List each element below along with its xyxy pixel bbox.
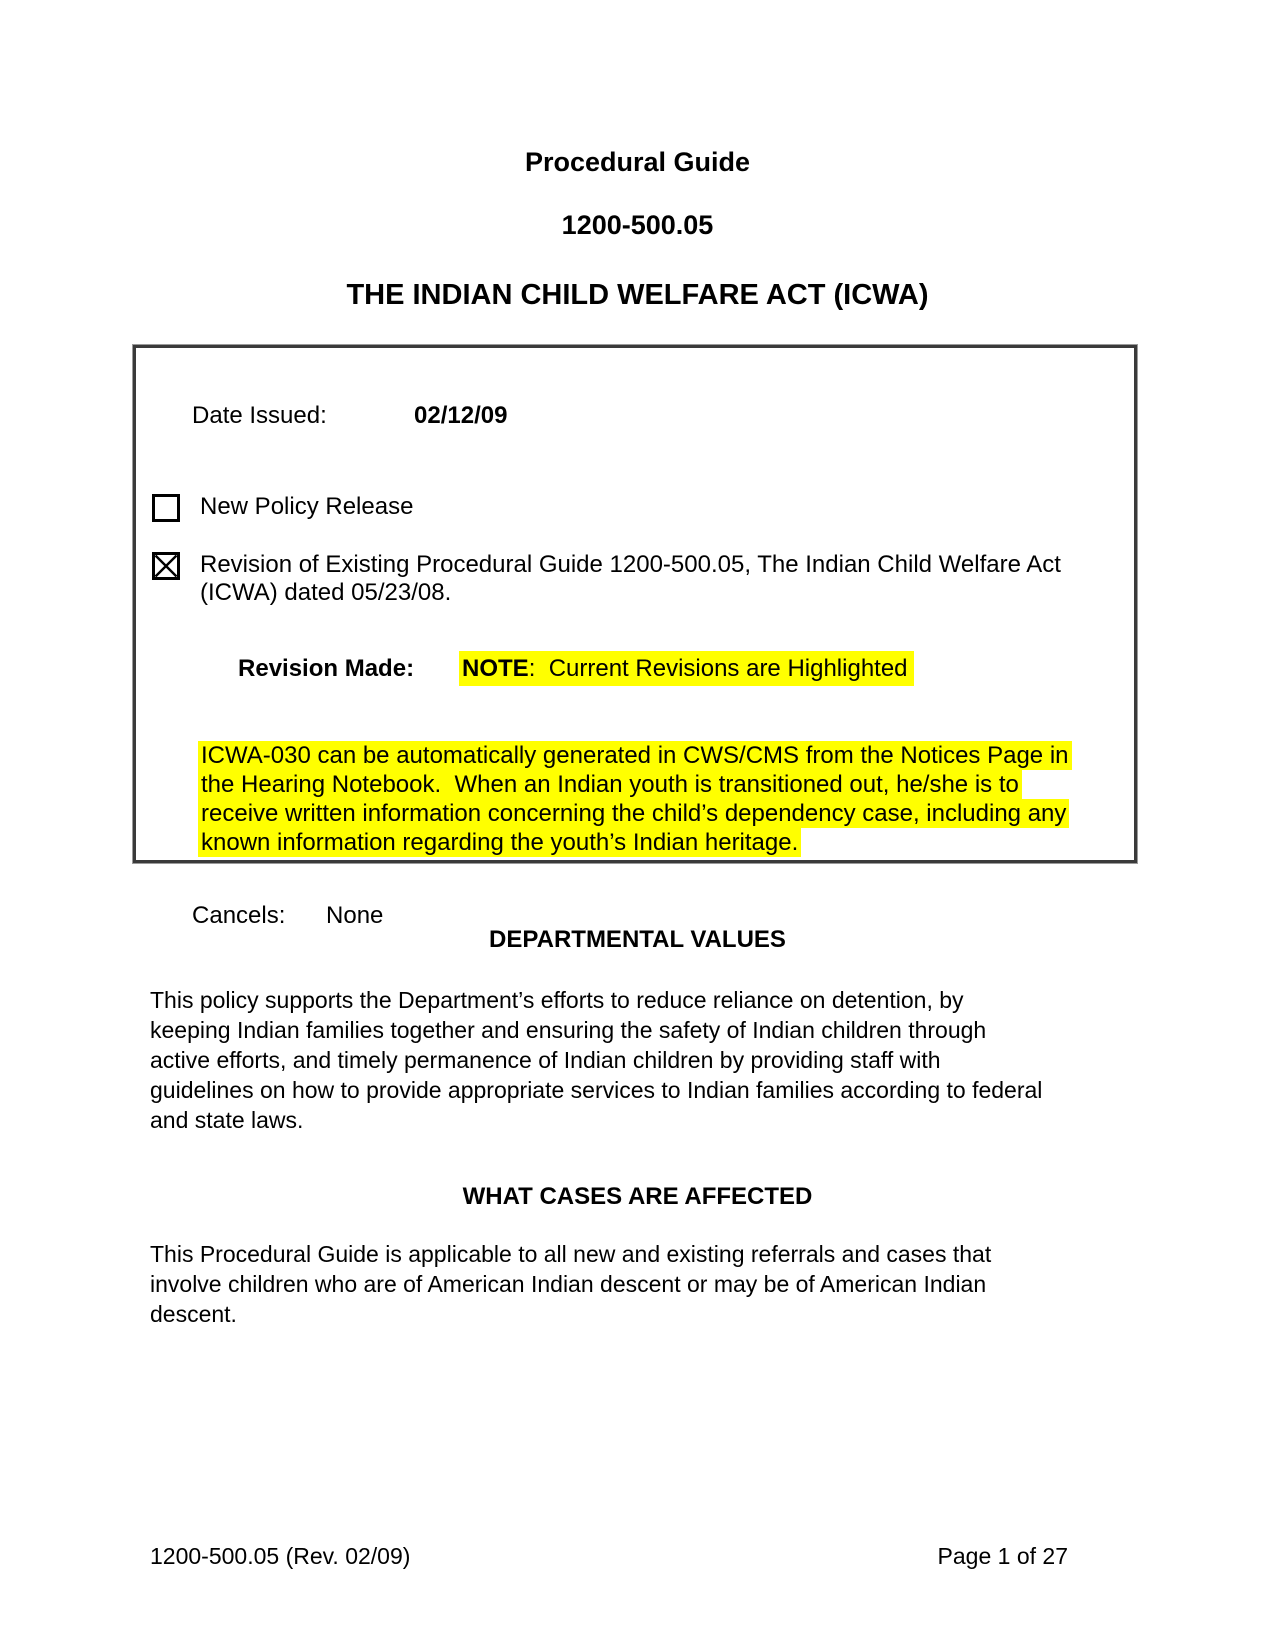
revision-description-highlighted	[198, 741, 1118, 857]
note-label: NOTE	[462, 655, 529, 682]
doc-type-title: Procedural Guide	[524, 147, 751, 177]
footer-doc-reference: 1200-500.05 (Rev. 02/09)	[150, 1543, 411, 1569]
option-new-policy-release	[152, 493, 1118, 522]
section-heading-departmental-values: DEPARTMENTAL VALUES	[489, 926, 786, 953]
revision-existing-label: Revision of Existing Procedural Guide 1200-500.05, The Indian Child Welfare Act (ICWA) dated 05/23/08.	[200, 551, 1061, 606]
cancels-value: None	[326, 902, 384, 929]
doc-number: 1200-500.05	[561, 210, 714, 240]
new-policy-checkbox-unchecked	[152, 494, 180, 522]
cancels-label: Cancels:	[192, 902, 286, 929]
note-text: : Current Revisions are Highlighted	[528, 655, 908, 682]
page-footer	[150, 1543, 1068, 1569]
highlight-line: ICWA-030 can be automatically generated in CWS/CMS from the Notices Page in	[198, 741, 1072, 770]
footer-page-number: Page 1 of 27	[937, 1543, 1068, 1569]
date-issued-value: 02/12/09	[414, 402, 508, 429]
what-cases-paragraph: This Procedural Guide is applicable to all new and existing referrals and cases that involve children who are of American Indian descent or may be of American Indian descent.	[150, 1241, 992, 1327]
x-mark-icon	[155, 555, 177, 577]
highlight-line: receive written information concerning the child’s dependency case, including any	[198, 799, 1069, 828]
revision-made-label: Revision Made:	[238, 655, 415, 682]
revision-info-box	[133, 345, 1137, 929]
highlight-line: the Hearing Notebook. When an Indian youth is transitioned out, he/she is to	[198, 770, 1022, 799]
date-issued-label: Date Issued:	[192, 402, 327, 429]
note-highlight	[459, 651, 914, 686]
highlight-line: known information regarding the youth’s Indian heritage.	[198, 828, 801, 857]
revision-made-row	[198, 630, 1118, 708]
section-heading-what-cases-are-affected: WHAT CASES ARE AFFECTED	[462, 1183, 813, 1210]
option-revision-existing	[152, 551, 1118, 607]
revision-checkbox-checked	[152, 552, 180, 580]
departmental-values-paragraph: This policy supports the Department’s efforts to reduce reliance on detention, by keeping Indian families together and ensuring the safety of Indian children through active efforts, and timely permanence of Indian children by providing staff with guidelines on how to provide appropriate services to Indian families according to federal and state laws.	[150, 987, 1043, 1133]
date-issued-row	[152, 377, 1118, 455]
doc-main-title: THE INDIAN CHILD WELFARE ACT (ICWA)	[346, 279, 929, 311]
new-policy-label: New Policy Release	[200, 493, 414, 520]
